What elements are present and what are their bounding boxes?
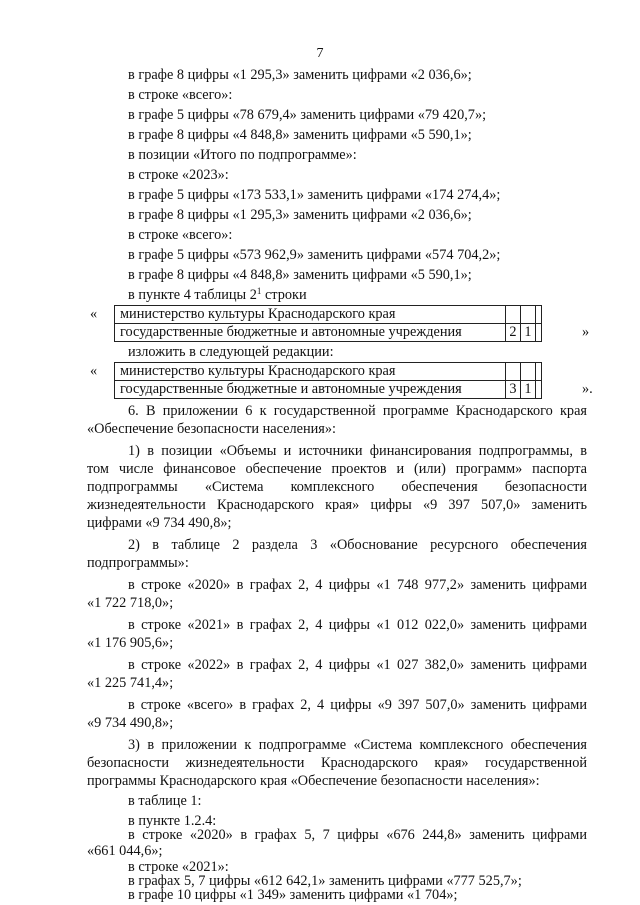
item-3-line: программы Краснодарского края «Обеспечение безопасности населения»: bbox=[87, 773, 540, 789]
close-quote: ». bbox=[582, 381, 593, 397]
table-cell-number: 3 bbox=[506, 381, 521, 399]
table-intro-pre: в пункте 4 таблицы 2 bbox=[128, 287, 257, 303]
item-1-line: цифрами «9 734 490,8»; bbox=[87, 515, 232, 531]
amendment-line: в позиции «Итого по подпрограмме»: bbox=[128, 147, 357, 163]
table-cell-institutions: государственные бюджетные и автономные учреждения bbox=[115, 381, 506, 399]
amendment-line: в строке «всего»: bbox=[128, 227, 233, 243]
item-1-line: подпрограммы «Система комплексного обеспечения безопасности bbox=[87, 479, 587, 495]
table-old-rows bbox=[114, 305, 542, 342]
item-3-line: безопасности жизнедеятельности Краснодарского края» государственной bbox=[87, 755, 587, 771]
table-cell-empty bbox=[521, 306, 536, 324]
table-cell-empty bbox=[521, 363, 536, 381]
table-cell-ministry: министерство культуры Краснодарского края bbox=[115, 306, 506, 324]
amendment-line: в графе 8 цифры «4 848,8» заменить цифрами «5 590,1»; bbox=[128, 267, 472, 283]
table-cell-empty bbox=[536, 306, 542, 324]
paragraph-6-line: «Обеспечение безопасности населения»: bbox=[87, 421, 336, 437]
row-2020-line: «1 722 718,0»; bbox=[87, 595, 174, 611]
amendment-line: в строке «2023»: bbox=[128, 167, 229, 183]
table-cell-number: 1 bbox=[521, 381, 536, 399]
amendment-line: в графе 5 цифры «573 962,9» заменить цифрами «574 704,2»; bbox=[128, 247, 501, 263]
replace-instruction: изложить в следующей редакции: bbox=[128, 344, 334, 360]
table-cell-institutions: государственные бюджетные и автономные учреждения bbox=[115, 324, 506, 342]
table-cell-number: 1 bbox=[521, 324, 536, 342]
table-intro-post: строки bbox=[261, 287, 307, 303]
table-intro-sup: 1 bbox=[256, 286, 262, 296]
table-cell-empty bbox=[536, 363, 542, 381]
row-2020-line: «661 044,6»; bbox=[87, 843, 163, 859]
amendment-line: в графе 8 цифры «1 295,3» заменить цифрами «2 036,6»; bbox=[128, 207, 472, 223]
amendment-line: в строке «всего»: bbox=[128, 87, 233, 103]
open-quote: « bbox=[90, 306, 98, 322]
item-2-line: подпрограммы»: bbox=[87, 555, 189, 571]
table-1-line: в таблице 1: bbox=[128, 793, 202, 809]
amendment-line: в графе 8 цифры «4 848,8» заменить цифрами «5 590,1»; bbox=[128, 127, 472, 143]
item-3-line: 3) в приложении к подпрограмме «Система комплексного обеспечения bbox=[128, 737, 587, 753]
table-cell-empty bbox=[536, 381, 542, 399]
page-number: 7 bbox=[316, 46, 324, 61]
columns-5-7-line: в графах 5, 7 цифры «612 642,1» заменить цифрами «777 525,7»; bbox=[128, 873, 522, 889]
item-1-line: том числе финансовое обеспечение проектов и (или) программ» паспорта bbox=[87, 461, 587, 477]
row-2022-line: в строке «2022» в графах 2, 4 цифры «1 027 382,0» заменить цифрами bbox=[128, 657, 587, 673]
point-124-line: в пункте 1.2.4: bbox=[128, 813, 217, 829]
amendment-line: в графе 5 цифры «173 533,1» заменить цифрами «174 274,4»; bbox=[128, 187, 501, 203]
close-quote: » bbox=[582, 324, 590, 340]
row-2020-line: в строке «2020» в графах 5, 7 цифры «676 244,8» заменить цифрами bbox=[128, 827, 587, 843]
row-2020-line: в строке «2020» в графах 2, 4 цифры «1 748 977,2» заменить цифрами bbox=[128, 577, 587, 593]
table-new-rows bbox=[114, 362, 542, 399]
column-10-line: в графе 10 цифры «1 349» заменить цифрами «1 704»; bbox=[128, 887, 458, 903]
table-cell-number: 2 bbox=[506, 324, 521, 342]
row-2022-line: «1 225 741,4»; bbox=[87, 675, 174, 691]
table-cell-empty bbox=[506, 363, 521, 381]
row-2021-line: в строке «2021»: bbox=[128, 859, 229, 875]
row-total-line: в строке «всего» в графах 2, 4 цифры «9 397 507,0» заменить цифрами bbox=[128, 697, 587, 713]
amendment-line: в графе 5 цифры «78 679,4» заменить цифрами «79 420,7»; bbox=[128, 107, 487, 123]
item-2-line: 2) в таблице 2 раздела 3 «Обоснование ресурсного обеспечения bbox=[128, 537, 587, 553]
item-1-line: жизнедеятельности Краснодарского края» цифры «9 397 507,0» заменить bbox=[87, 497, 587, 513]
table-cell-ministry: министерство культуры Краснодарского края bbox=[115, 363, 506, 381]
row-2021-line: «1 176 905,6»; bbox=[87, 635, 174, 651]
table-intro-line bbox=[128, 286, 307, 304]
open-quote: « bbox=[90, 363, 98, 379]
row-2021-line: в строке «2021» в графах 2, 4 цифры «1 012 022,0» заменить цифрами bbox=[128, 617, 587, 633]
table-cell-empty bbox=[506, 306, 521, 324]
table-cell-empty bbox=[536, 324, 542, 342]
amendment-line: в графе 8 цифры «1 295,3» заменить цифрами «2 036,6»; bbox=[128, 67, 472, 83]
row-total-line: «9 734 490,8»; bbox=[87, 715, 174, 731]
paragraph-6-line: 6. В приложении 6 к государственной программе Краснодарского края bbox=[128, 403, 587, 419]
item-1-line: 1) в позиции «Объемы и источники финансирования подпрограммы, в bbox=[128, 443, 587, 459]
